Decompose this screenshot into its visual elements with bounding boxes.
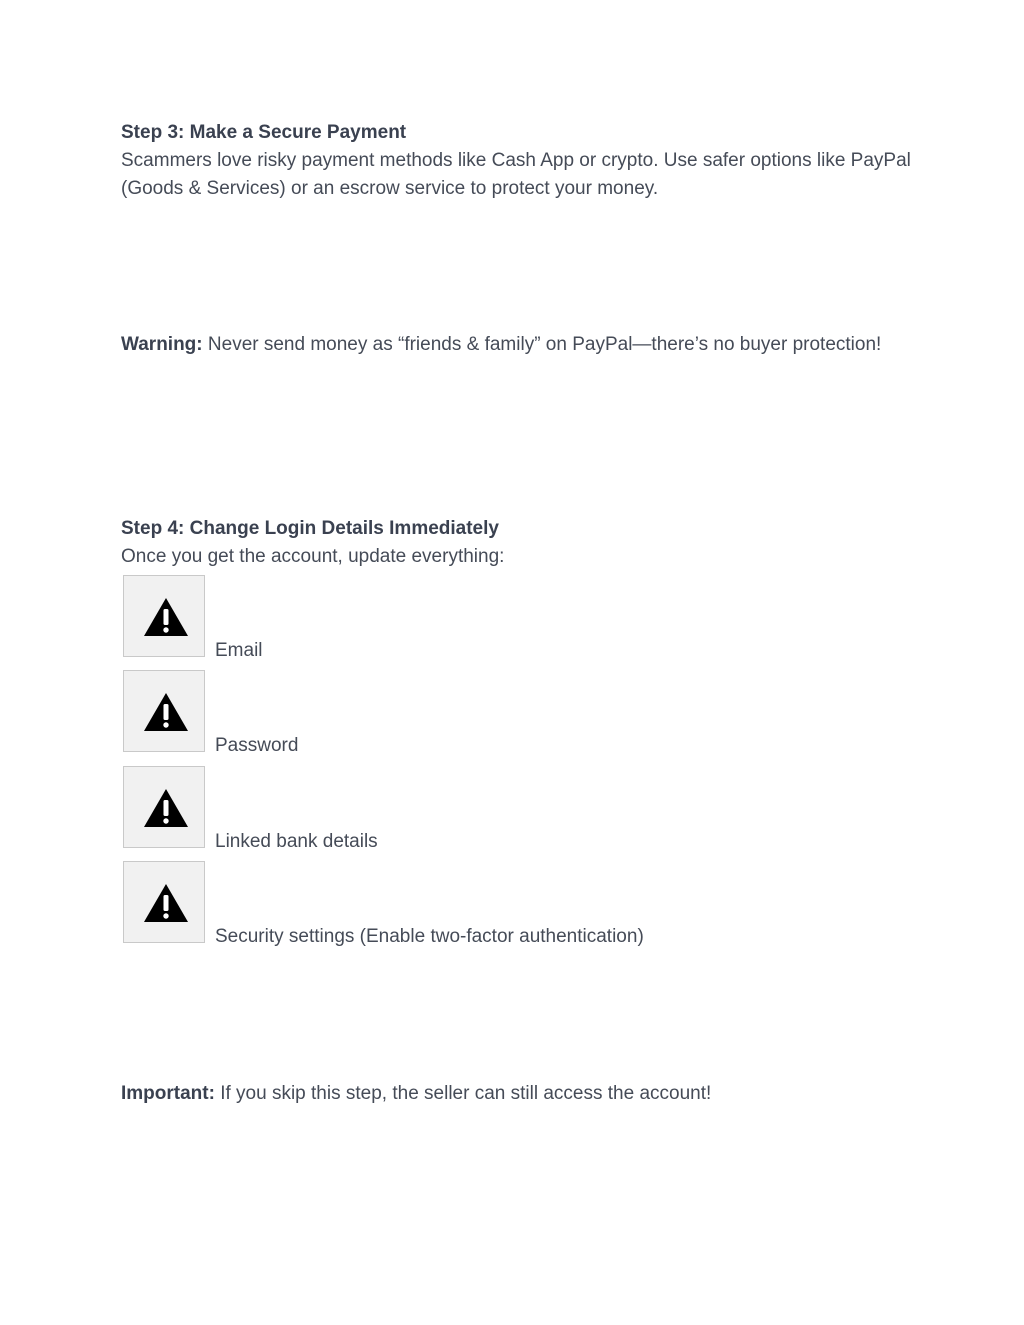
list-item-bank-details (123, 766, 823, 852)
step3-body: Scammers love risky payment methods like Cash App or crypto. Use safer options like PayPal (Goods & Services) or an escrow service to protect your money. (121, 150, 911, 199)
important-note (121, 1080, 911, 1108)
warning-lead: Warning: (121, 334, 203, 355)
list-item-label: Linked bank details (215, 831, 378, 852)
step3-section (121, 119, 911, 203)
warning-icon (123, 861, 205, 943)
step4-heading: Step 4: Change Login Details Immediately (121, 518, 499, 539)
list-item-label: Password (215, 735, 299, 756)
warning-icon (123, 575, 205, 657)
step3-heading: Step 3: Make a Secure Payment (121, 122, 407, 143)
step4-intro: Once you get the account, update everything: (121, 546, 505, 567)
warning-note (121, 331, 911, 359)
warning-icon (123, 670, 205, 752)
list-item-security-settings (123, 861, 823, 947)
list-item-label: Email (215, 640, 263, 661)
warning-icon (123, 766, 205, 848)
list-item-password (123, 670, 823, 756)
list-item-email (123, 575, 823, 661)
warning-text: Never send money as “friends & family” on PayPal—there’s no buyer protection! (202, 334, 882, 355)
important-lead: Important: (121, 1083, 215, 1104)
important-text: If you skip this step, the seller can still access the account! (214, 1083, 712, 1104)
step4-section (121, 515, 911, 571)
list-item-label: Security settings (Enable two-factor authentication) (215, 926, 644, 947)
